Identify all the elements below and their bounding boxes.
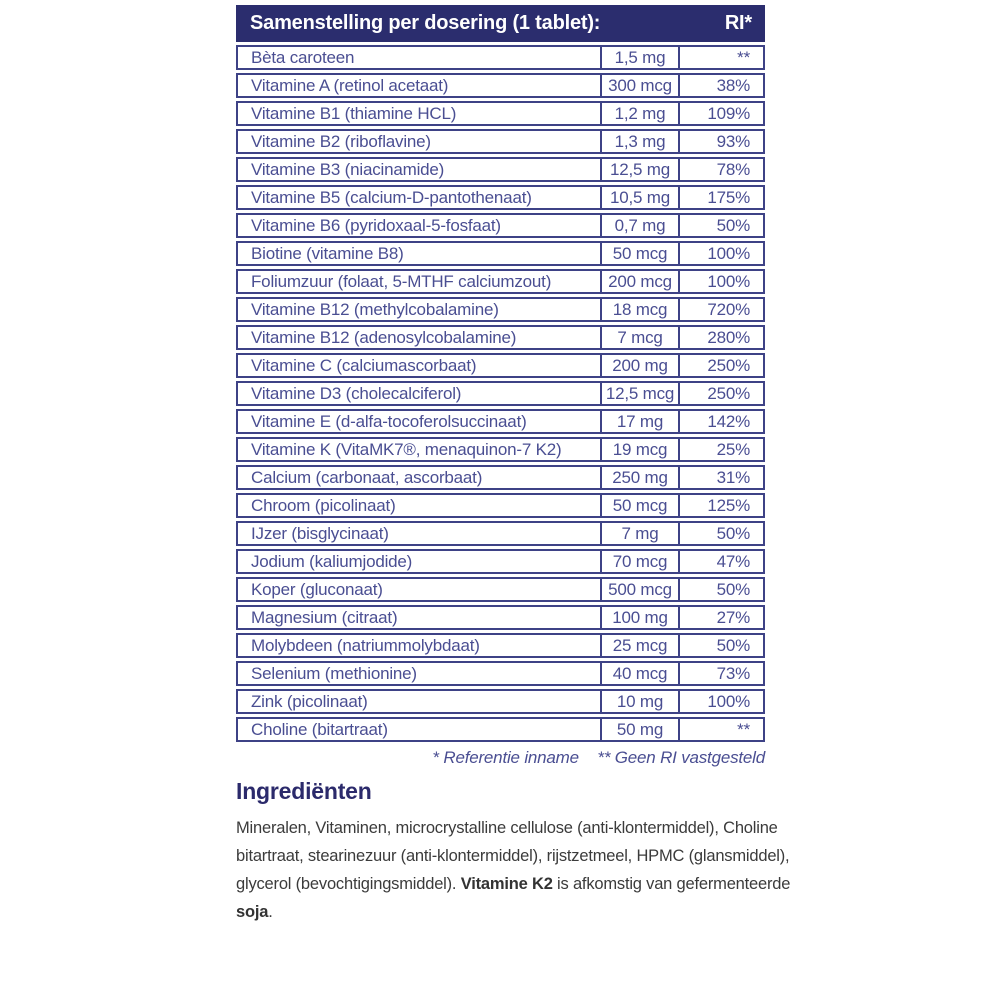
- nutrient-name: Vitamine B12 (adenosylcobalamine): [236, 325, 600, 350]
- nutrient-ri: 720%: [678, 297, 765, 322]
- nutrient-amount: 12,5 mg: [600, 157, 678, 182]
- nutrient-name: Chroom (picolinaat): [236, 493, 600, 518]
- table-row: [236, 353, 765, 378]
- table-row: [236, 325, 765, 350]
- table-row: [236, 157, 765, 182]
- nutrient-ri: 73%: [678, 661, 765, 686]
- nutrient-amount: 500 mcg: [600, 577, 678, 602]
- nutrient-name: Vitamine B5 (calcium-D-pantothenaat): [236, 185, 600, 210]
- ingredients-plain-text: is afkomstig van gefermenteerde: [552, 875, 791, 893]
- nutrient-name: Biotine (vitamine B8): [236, 241, 600, 266]
- nutrient-name: Vitamine C (calciumascorbaat): [236, 353, 600, 378]
- nutrient-amount: 50 mcg: [600, 493, 678, 518]
- ingredients-bold-text: Vitamine K2: [460, 875, 553, 893]
- table-row: [236, 689, 765, 714]
- table-row: [236, 633, 765, 658]
- nutrient-name: Vitamine D3 (cholecalciferol): [236, 381, 600, 406]
- nutrient-ri: 31%: [678, 465, 765, 490]
- table-row: [236, 577, 765, 602]
- nutrient-amount: 1,3 mg: [600, 129, 678, 154]
- nutrient-ri: 93%: [678, 129, 765, 154]
- nutrient-ri: 125%: [678, 493, 765, 518]
- nutrient-amount: 50 mg: [600, 717, 678, 742]
- nutrient-amount: 0,7 mg: [600, 213, 678, 238]
- composition-table: [236, 2, 765, 745]
- nutrient-amount: 7 mg: [600, 521, 678, 546]
- nutrient-ri: 142%: [678, 409, 765, 434]
- nutrient-name: Vitamine K (VitaMK7®, menaquinon-7 K2): [236, 437, 600, 462]
- table-footnote: [236, 748, 765, 768]
- nutrient-ri: 50%: [678, 577, 765, 602]
- ingredients-text: [236, 814, 794, 926]
- nutrient-name: Selenium (methionine): [236, 661, 600, 686]
- nutrient-amount: 12,5 mcg: [600, 381, 678, 406]
- nutrient-amount: 7 mcg: [600, 325, 678, 350]
- nutrient-name: Vitamine B2 (riboflavine): [236, 129, 600, 154]
- nutrient-amount: 1,2 mg: [600, 101, 678, 126]
- nutrient-ri: 280%: [678, 325, 765, 350]
- nutrient-ri: 25%: [678, 437, 765, 462]
- nutrient-ri: 47%: [678, 549, 765, 574]
- nutrient-ri: 38%: [678, 73, 765, 98]
- table-row: [236, 129, 765, 154]
- table-row: [236, 45, 765, 70]
- nutrient-ri: 100%: [678, 241, 765, 266]
- nutrient-amount: 19 mcg: [600, 437, 678, 462]
- nutrient-name: Foliumzuur (folaat, 5-MTHF calciumzout): [236, 269, 600, 294]
- label-content: [236, 2, 796, 926]
- nutrient-name: IJzer (bisglycinaat): [236, 521, 600, 546]
- nutrient-amount: 17 mg: [600, 409, 678, 434]
- nutrient-ri: **: [678, 45, 765, 70]
- nutrient-amount: 40 mcg: [600, 661, 678, 686]
- nutrient-amount: 300 mcg: [600, 73, 678, 98]
- nutrient-ri: 250%: [678, 353, 765, 378]
- nutrient-amount: 10 mg: [600, 689, 678, 714]
- nutrient-name: Vitamine B12 (methylcobalamine): [236, 297, 600, 322]
- nutrient-ri: **: [678, 717, 765, 742]
- nutrient-amount: 25 mcg: [600, 633, 678, 658]
- nutrient-amount: 18 mcg: [600, 297, 678, 322]
- ri-column-header: RI*: [678, 5, 765, 42]
- ingredients-bold-text: soja: [236, 903, 269, 921]
- table-row: [236, 101, 765, 126]
- nutrient-ri: 50%: [678, 633, 765, 658]
- nutrient-ri: 78%: [678, 157, 765, 182]
- nutrient-amount: 70 mcg: [600, 549, 678, 574]
- nutrient-amount: 100 mg: [600, 605, 678, 630]
- nutrient-name: Calcium (carbonaat, ascorbaat): [236, 465, 600, 490]
- nutrient-amount: 200 mg: [600, 353, 678, 378]
- nutrient-ri: 27%: [678, 605, 765, 630]
- table-row: [236, 73, 765, 98]
- nutrient-ri: 100%: [678, 269, 765, 294]
- ingredients-plain-text: .: [268, 903, 273, 921]
- nutrient-name: Vitamine B1 (thiamine HCL): [236, 101, 600, 126]
- table-row: [236, 605, 765, 630]
- ingredients-heading: Ingrediënten: [236, 778, 372, 804]
- table-row: [236, 185, 765, 210]
- table-row: [236, 409, 765, 434]
- nutrient-name: Molybdeen (natriummolybdaat): [236, 633, 600, 658]
- nutrient-name: Vitamine B3 (niacinamide): [236, 157, 600, 182]
- table-row: [236, 661, 765, 686]
- footnote-no-ri: ** Geen RI vastgesteld: [597, 748, 765, 767]
- table-row: [236, 493, 765, 518]
- nutrient-amount: 200 mcg: [600, 269, 678, 294]
- nutrient-amount: 1,5 mg: [600, 45, 678, 70]
- nutrient-ri: 50%: [678, 521, 765, 546]
- nutrient-ri: 100%: [678, 689, 765, 714]
- header-row: [236, 5, 765, 42]
- composition-table-body: [236, 45, 765, 742]
- nutrient-name: Magnesium (citraat): [236, 605, 600, 630]
- table-row: [236, 465, 765, 490]
- table-row: [236, 269, 765, 294]
- nutrient-name: Vitamine A (retinol acetaat): [236, 73, 600, 98]
- ingredients-plain-text: Mineralen, Vitaminen, microcrystalline cellulose (anti-klontermiddel), Choline bitartraat, stearinezuur (anti-klontermiddel), rijstzetmeel, HPMC (glansmiddel), glycerol (bevochtigingsmiddel).: [236, 819, 790, 893]
- table-row: [236, 213, 765, 238]
- table-title: Samenstelling per dosering (1 tablet):: [236, 5, 678, 42]
- table-row: [236, 549, 765, 574]
- nutrient-amount: 250 mg: [600, 465, 678, 490]
- table-row: [236, 717, 765, 742]
- nutrient-name: Koper (gluconaat): [236, 577, 600, 602]
- nutrient-name: Choline (bitartraat): [236, 717, 600, 742]
- nutrient-amount: 50 mcg: [600, 241, 678, 266]
- table-row: [236, 521, 765, 546]
- nutrient-ri: 175%: [678, 185, 765, 210]
- nutrient-name: Bèta caroteen: [236, 45, 600, 70]
- footnote-reference-intake: * Referentie inname: [432, 748, 579, 767]
- nutrient-ri: 109%: [678, 101, 765, 126]
- composition-table-header: [236, 5, 765, 42]
- nutrient-amount: 10,5 mg: [600, 185, 678, 210]
- nutrient-name: Vitamine B6 (pyridoxaal-5-fosfaat): [236, 213, 600, 238]
- table-row: [236, 381, 765, 406]
- nutrient-name: Jodium (kaliumjodide): [236, 549, 600, 574]
- table-row: [236, 297, 765, 322]
- table-row: [236, 241, 765, 266]
- table-row: [236, 437, 765, 462]
- nutrient-name: Zink (picolinaat): [236, 689, 600, 714]
- nutrient-ri: 250%: [678, 381, 765, 406]
- nutrient-ri: 50%: [678, 213, 765, 238]
- nutrient-name: Vitamine E (d-alfa-tocoferolsuccinaat): [236, 409, 600, 434]
